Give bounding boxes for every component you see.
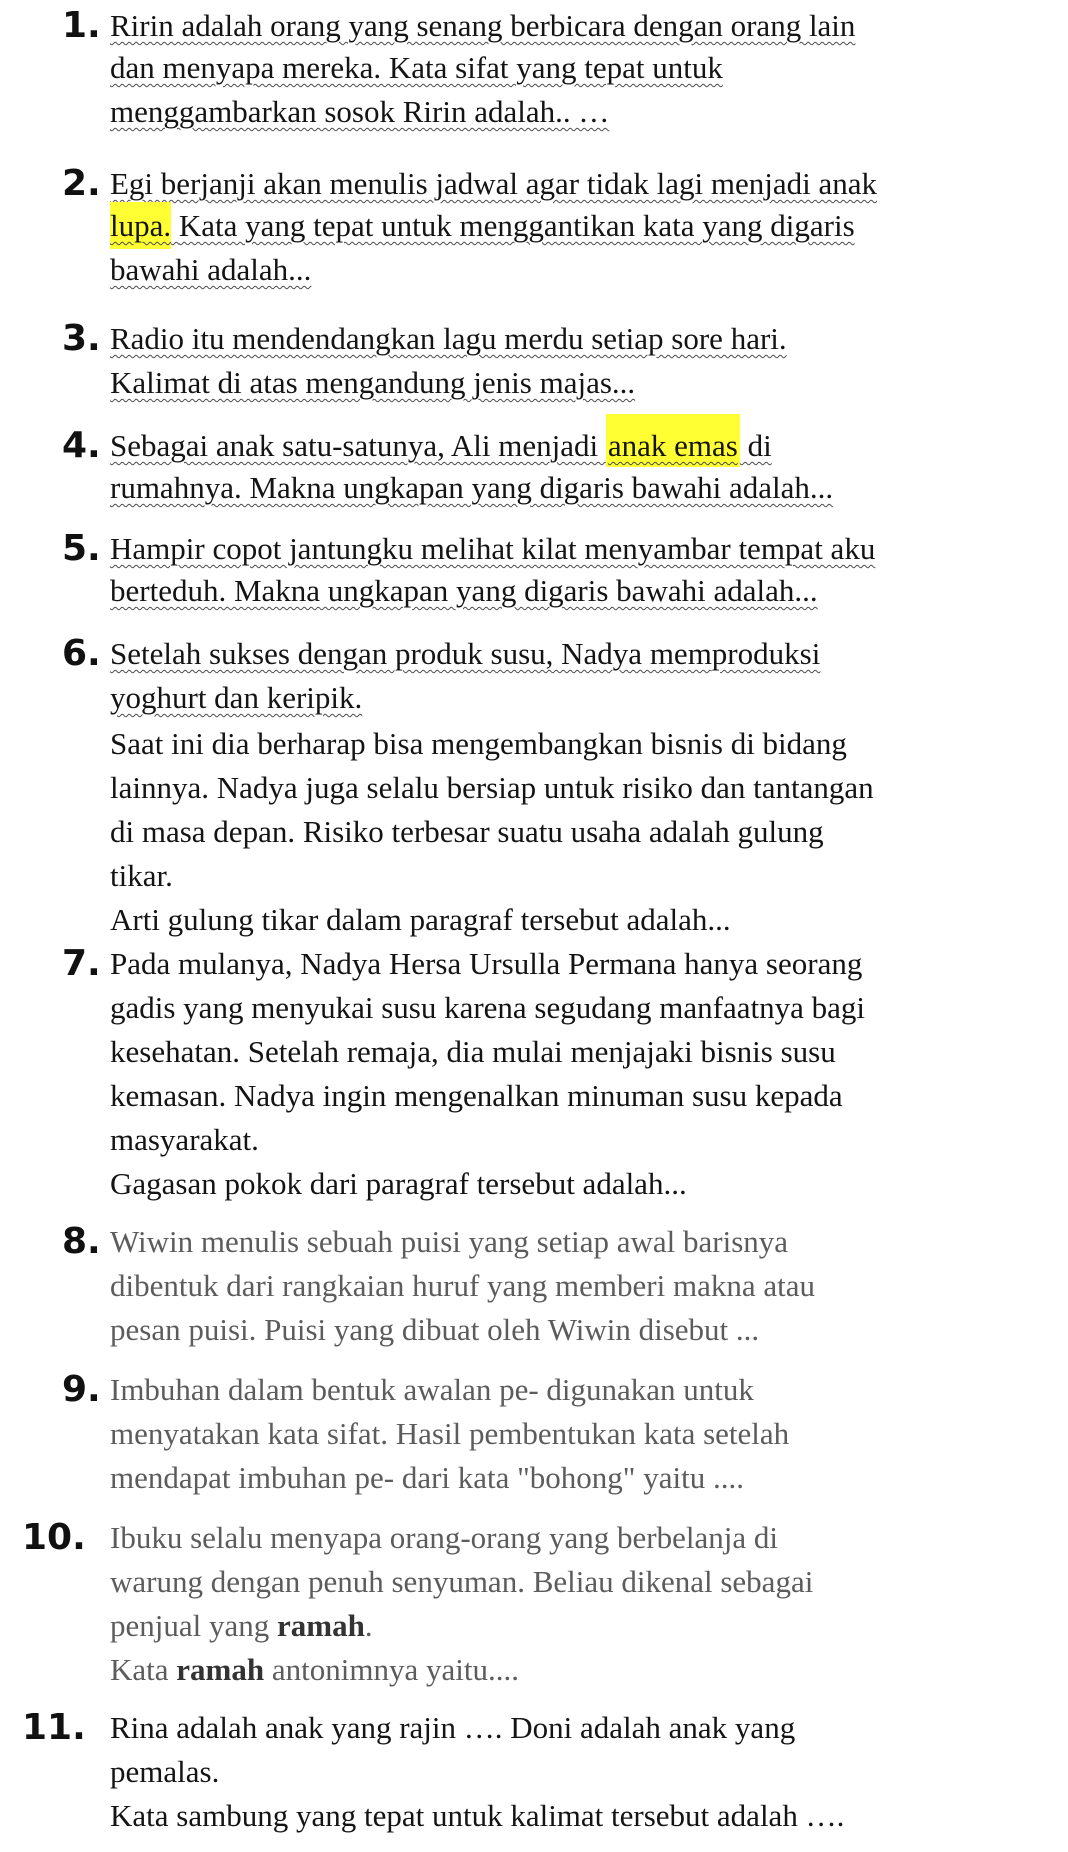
question-number: 4. xyxy=(62,425,101,466)
question-text-line: lainnya. Nadya juga selalu bersiap untuk risiko dan tantangan xyxy=(110,770,874,805)
question-number: 7. xyxy=(62,943,101,984)
question-text-line xyxy=(110,1650,519,1690)
question-number: 9. xyxy=(62,1369,101,1410)
line-end: antonimnya yaitu.... xyxy=(264,1652,519,1687)
question-text-line: Ririn adalah orang yang senang berbicara dengan orang lain xyxy=(110,8,856,43)
question-text-line: Wiwin menulis sebuah puisi yang setiap awal barisnya xyxy=(110,1224,789,1259)
question-text-line: dibentuk dari rangkaian huruf yang memberi makna atau xyxy=(110,1268,815,1303)
question-text-line: Imbuhan dalam bentuk awalan pe- digunakan untuk xyxy=(110,1372,754,1407)
question-number: 3. xyxy=(62,318,101,359)
line-rest: Kata yang tepat untuk menggantikan kata yang digaris xyxy=(178,208,855,243)
question-text-line: Setelah sukses dengan produk susu, Nadya memproduksi xyxy=(110,636,821,671)
question-text-line: Arti gulung tikar dalam paragraf tersebut adalah... xyxy=(110,902,731,937)
line-start: Kata xyxy=(110,1652,177,1687)
question-number: 11. xyxy=(22,1707,86,1748)
question-text-line xyxy=(110,1606,373,1646)
question-text-line: Pada mulanya, Nadya Hersa Ursulla Permana hanya seorang xyxy=(110,946,863,981)
question-text-line: di masa depan. Risiko terbesar suatu usaha adalah gulung xyxy=(110,814,824,849)
line-start: penjual yang xyxy=(110,1608,278,1643)
question-text-line: rumahnya. Makna ungkapan yang digaris bawahi adalah... xyxy=(110,470,834,505)
question-text-line: tikar. xyxy=(110,858,173,893)
question-text-line: yoghurt dan keripik. xyxy=(110,680,363,715)
question-text-line: pesan puisi. Puisi yang dibuat oleh Wiwin disebut ... xyxy=(110,1312,760,1347)
question-text-line: dan menyapa mereka. Kata sifat yang tepat untuk xyxy=(110,50,723,85)
question-text-line: menggambarkan sosok Ririn adalah.. … xyxy=(110,94,610,129)
question-text-line: Hampir copot jantungku melihat kilat menyambar tempat aku xyxy=(110,531,876,566)
highlighted-word: lupa. xyxy=(110,202,171,249)
question-text-line: kemasan. Nadya ingin mengenalkan minuman susu kepada xyxy=(110,1078,843,1113)
question-text-line: mendapat imbuhan pe- dari kata "bohong" yaitu .... xyxy=(110,1460,744,1495)
line-start: Sebagai anak satu-satunya, Ali menjadi xyxy=(110,428,606,463)
question-text-line: warung dengan penuh senyuman. Beliau dikenal sebagai xyxy=(110,1564,814,1599)
question-number: 6. xyxy=(62,633,101,674)
highlighted-phrase: anak emas xyxy=(606,414,740,467)
question-text-line xyxy=(110,426,772,466)
question-number: 1. xyxy=(62,5,101,46)
question-text-line: masyarakat. xyxy=(110,1122,259,1157)
question-text-line: Radio itu mendendangkan lagu merdu setiap sore hari. xyxy=(110,321,787,356)
question-number: 10. xyxy=(22,1517,86,1558)
question-text-line: gadis yang menyukai susu karena segudang manfaatnya bagi xyxy=(110,990,865,1025)
question-number: 5. xyxy=(62,528,101,569)
question-number: 2. xyxy=(62,163,101,204)
bold-word: ramah xyxy=(176,1652,265,1687)
question-text-line: berteduh. Makna ungkapan yang digaris bawahi adalah... xyxy=(110,573,818,608)
question-text-line: bawahi adalah... xyxy=(110,252,312,287)
question-text-line xyxy=(110,206,855,246)
question-text-line: Gagasan pokok dari paragraf tersebut adalah... xyxy=(110,1166,687,1201)
question-text-line: Kalimat di atas mengandung jenis majas... xyxy=(110,365,636,400)
question-text-line: Saat ini dia berharap bisa mengembangkan bisnis di bidang xyxy=(110,726,847,761)
question-text-line: Egi berjanji akan menulis jadwal agar tidak lagi menjadi anak xyxy=(110,166,877,201)
question-text-line: Rina adalah anak yang rajin …. Doni adalah anak yang xyxy=(110,1710,796,1745)
line-end: . xyxy=(364,1608,373,1643)
question-text-line: menyatakan kata sifat. Hasil pembentukan kata setelah xyxy=(110,1416,790,1451)
question-text-line: Kata sambung yang tepat untuk kalimat tersebut adalah …. xyxy=(110,1798,845,1833)
question-text-line: kesehatan. Setelah remaja, dia mulai menjajaki bisnis susu xyxy=(110,1034,836,1069)
question-number: 8. xyxy=(62,1221,101,1262)
question-text-line: Ibuku selalu menyapa orang-orang yang berbelanja di xyxy=(110,1520,778,1555)
bold-word: ramah xyxy=(277,1608,365,1643)
question-text-line: pemalas. xyxy=(110,1754,220,1789)
line-end: di xyxy=(739,428,772,463)
